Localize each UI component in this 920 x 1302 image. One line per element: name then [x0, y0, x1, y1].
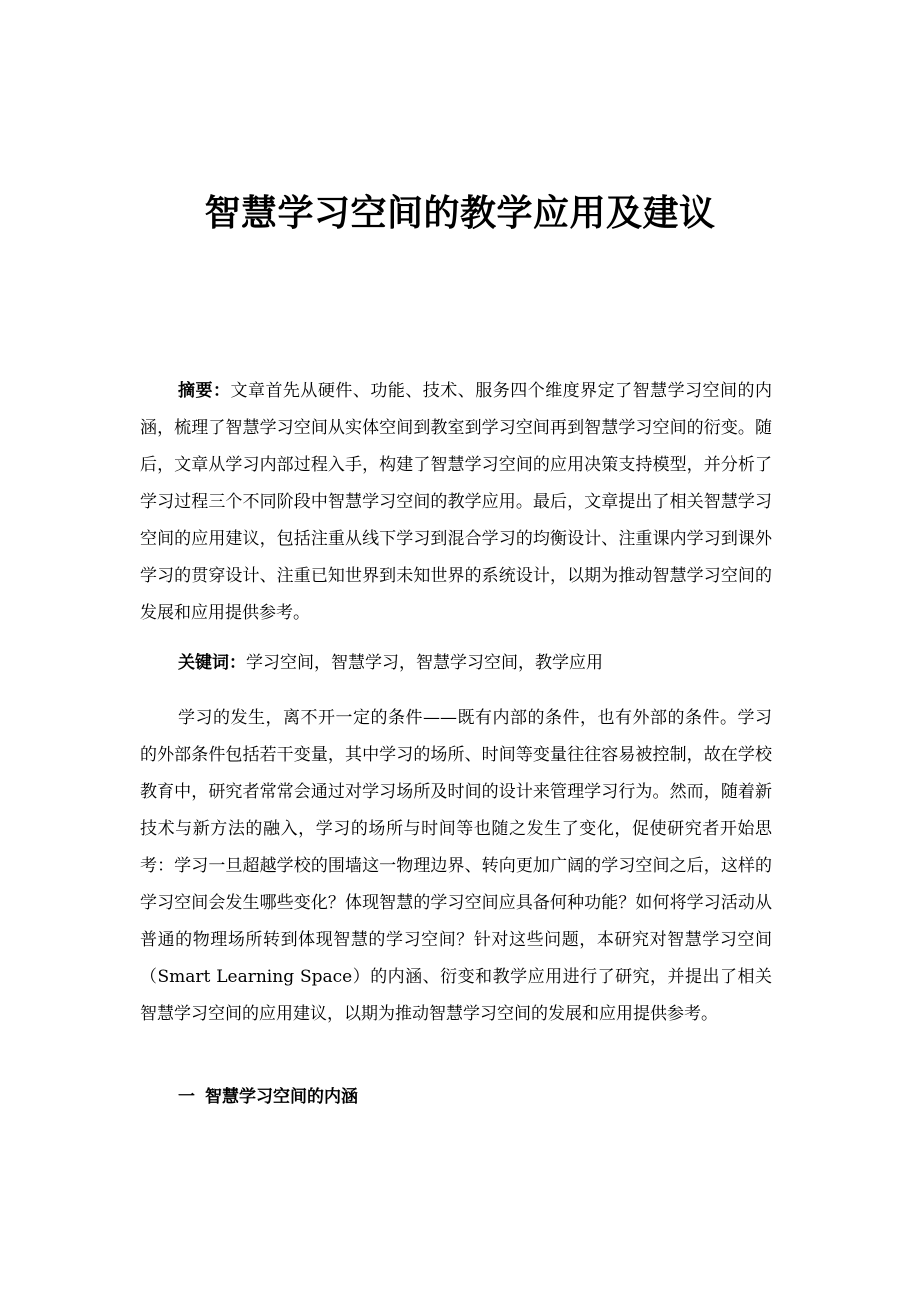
- abstract-paragraph: [140, 373, 772, 632]
- section-number: 一: [178, 1087, 195, 1107]
- section-title: 智慧学习空间的内涵: [205, 1087, 358, 1107]
- document-title: 智慧学习空间的教学应用及建议: [204, 193, 716, 234]
- abstract-text: 文章首先从硬件、功能、技术、服务四个维度界定了智慧学习空间的内涵，梳理了智慧学习空间从实体空间到教室到学习空间再到智慧学习空间的衍变。随后，文章从学习内部过程入手，构建了智慧学习空间的应用决策支持模型，并分析了学习过程三个不同阶段中智慧学习空间的教学应用。最后，文章提出了相关智慧学习空间的应用建议，包括注重从线下学习到混合学习的均衡设计、注重课内学习到课外学习的贯穿设计、注重已知世界到未知世界的系统设计，以期为推动智慧学习空间的发展和应用提供参考。: [140, 381, 773, 623]
- keywords-text: 学习空间，智慧学习，智慧学习空间，教学应用: [246, 653, 603, 673]
- section-heading: [178, 1079, 358, 1116]
- keywords-label: 关键词：: [178, 653, 246, 673]
- intro-paragraph: 学习的发生，离不开一定的条件——既有内部的条件，也有外部的条件。学习的外部条件包括若干变量，其中学习的场所、时间等变量往往容易被控制，故在学校教育中，研究者常常会通过对学习场所及时间的设计来管理学习行为。然而，随着新技术与新方法的融入，学习的场所与时间等也随之发生了变化，促使研究者开始思考：学习一旦超越学校的围墙这一物理边界、转向更加广阔的学习空间之后，这样的学习空间会发生哪些变化？体现智慧的学习空间应具备何种功能？如何将学习活动从普通的物理场所转到体现智慧的学习空间？针对这些问题，本研究对智慧学习空间（Smart Learning Space）的内涵、衍变和教学应用进行了研究，并提出了相关智慧学习空间的应用建议，以期为推动智慧学习空间的发展和应用提供参考。: [140, 708, 772, 1024]
- keywords-paragraph: [140, 645, 772, 682]
- abstract-label: 摘要：: [178, 381, 231, 401]
